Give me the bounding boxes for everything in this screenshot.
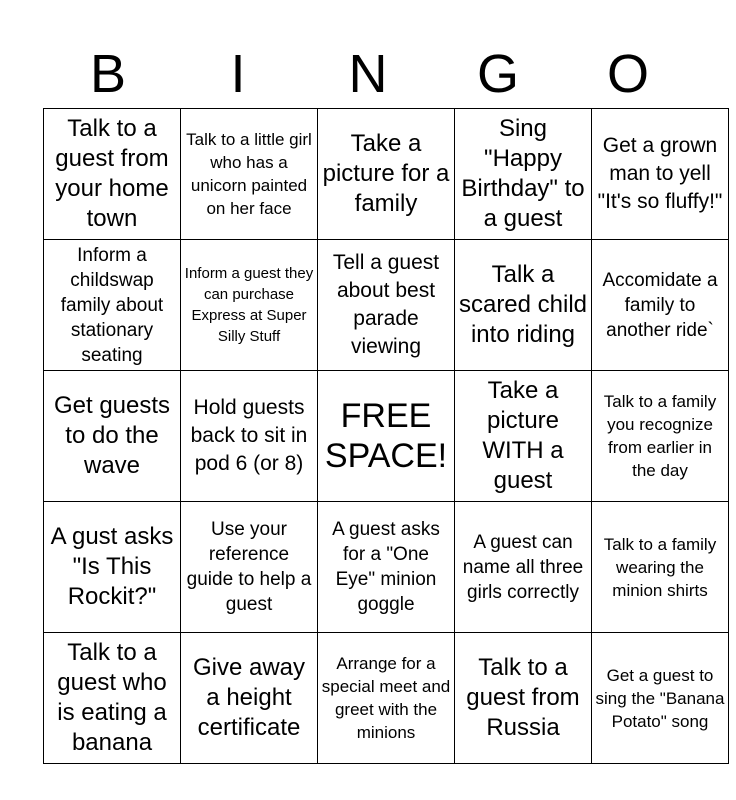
cell-text: Get a grown man to yell "It's so fluffy!": [597, 134, 723, 213]
cell-text: A guest can name all three girls correctly: [462, 531, 584, 603]
cell-text: A gust asks "Is This Rockit?": [50, 523, 174, 610]
bingo-cell-r5c1[interactable]: [44, 633, 181, 764]
bingo-cell-r1c2[interactable]: [181, 109, 318, 240]
cell-text: Accomidate a family to another ride`: [602, 269, 718, 341]
bingo-cell-r5c4[interactable]: [455, 633, 592, 764]
cell-text: Talk to a family wearing the minion shirts: [603, 534, 717, 600]
bingo-cell-r5c5[interactable]: [592, 633, 729, 764]
board-row-3: [44, 371, 729, 502]
cell-text: Inform a guest they can purchase Express at Super Silly Stuff: [184, 265, 314, 345]
board-row-5: [44, 633, 729, 764]
bingo-cell-r4c2[interactable]: [181, 502, 318, 633]
bingo-cell-r2c1[interactable]: [44, 240, 181, 371]
board-row-2: [44, 240, 729, 371]
bingo-cell-r4c5[interactable]: [592, 502, 729, 633]
bingo-header: [43, 40, 693, 108]
bingo-cell-r1c4[interactable]: [455, 109, 592, 240]
cell-text: Talk to a guest from Russia: [466, 654, 580, 741]
cell-text: Talk to a little girl who has a unicorn painted on her face: [186, 130, 312, 218]
bingo-cell-r1c3[interactable]: [318, 109, 455, 240]
header-letter-g: G: [476, 44, 519, 104]
cell-text: Talk to a guest from your home town: [55, 115, 169, 232]
cell-text: Get a guest to sing the "Banana Potato" song: [595, 665, 725, 731]
cell-text: Talk to a family you recognize from earlier in the day: [603, 392, 717, 480]
cell-text: Talk a scared child into riding: [458, 261, 588, 348]
bingo-cell-r2c5[interactable]: [592, 240, 729, 371]
bingo-cell-r3c1[interactable]: [44, 371, 181, 502]
bingo-cell-r5c3[interactable]: [318, 633, 455, 764]
bingo-board: [43, 108, 729, 764]
cell-text: Give away a height certificate: [192, 654, 306, 741]
header-letter-n: N: [348, 44, 388, 104]
board-row-1: [44, 109, 729, 240]
bingo-cell-r4c1[interactable]: [44, 502, 181, 633]
cell-text: Take a picture WITH a guest: [482, 377, 564, 494]
cell-text: Tell a guest about best parade viewing: [332, 251, 440, 358]
cell-text: Take a picture for a family: [322, 130, 450, 217]
cell-text: FREE SPACE!: [324, 397, 448, 475]
cell-text: Arrange for a special meet and greet with the minions: [321, 654, 451, 742]
bingo-cell-r4c4[interactable]: [455, 502, 592, 633]
cell-text: Get guests to do the wave: [53, 392, 171, 479]
bingo-cell-r1c1[interactable]: [44, 109, 181, 240]
header-letter-i: I: [230, 44, 246, 104]
board-row-4: [44, 502, 729, 633]
cell-text: Inform a childswap family about stationary seating: [60, 244, 164, 366]
bingo-cell-r3c2[interactable]: [181, 371, 318, 502]
cell-text: Sing "Happy Birthday" to a guest: [461, 115, 585, 232]
bingo-cell-r4c3[interactable]: [318, 502, 455, 633]
cell-text: Use your reference guide to help a guest: [186, 519, 312, 615]
cell-text: Hold guests back to sit in pod 6 (or 8): [190, 396, 308, 475]
header-letter-b: B: [89, 44, 127, 104]
bingo-cell-free-space[interactable]: [318, 371, 455, 502]
header-letter-o: O: [606, 44, 649, 104]
bingo-cell-r3c4[interactable]: [455, 371, 592, 502]
bingo-cell-r1c5[interactable]: [592, 109, 729, 240]
cell-text: A guest asks for a "One Eye" minion goggle: [332, 519, 440, 615]
cell-text: Talk to a guest who is eating a banana: [57, 639, 167, 756]
bingo-cell-r2c4[interactable]: [455, 240, 592, 371]
bingo-cell-r5c2[interactable]: [181, 633, 318, 764]
bingo-cell-r2c3[interactable]: [318, 240, 455, 371]
bingo-cell-r3c5[interactable]: [592, 371, 729, 502]
bingo-cell-r2c2[interactable]: [181, 240, 318, 371]
